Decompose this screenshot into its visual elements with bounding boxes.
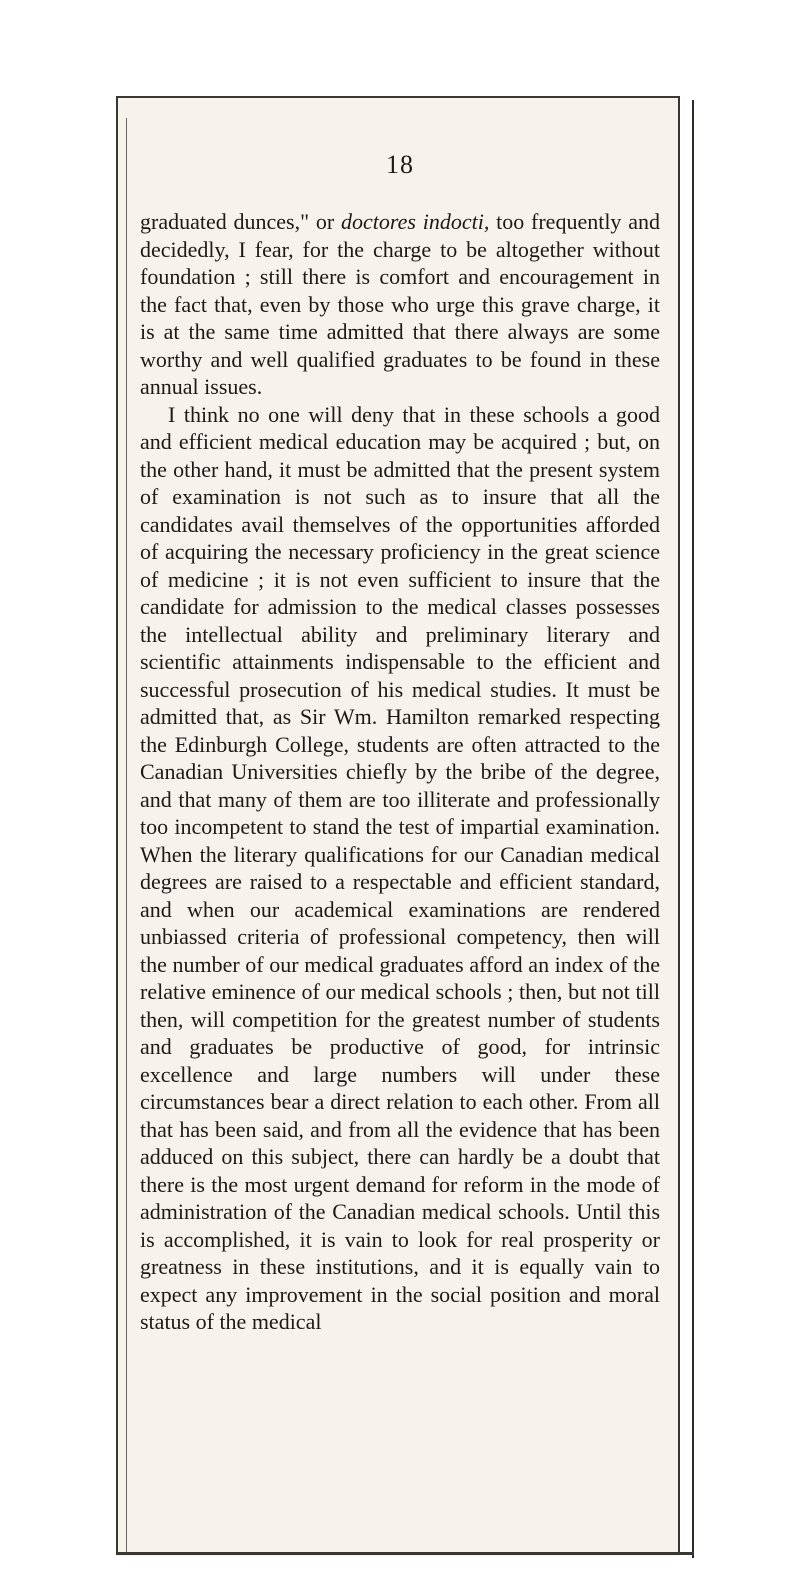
left-inner-border-rule: [126, 118, 127, 1554]
right-outer-border-rule: [692, 100, 694, 1558]
paragraph-continued: [140, 208, 660, 401]
right-border-rule: [678, 96, 680, 1554]
bottom-border-rule: [116, 1552, 694, 1555]
left-border-rule: [116, 96, 118, 1554]
body-text: [140, 208, 660, 1336]
latin-phrase: doctores indocti,: [341, 209, 490, 234]
paragraph-text-start: graduated dunces," or: [140, 209, 341, 234]
paragraph-text-end: too frequently and decidedly, I fear, for the charge to be altogether without foundation ; still there is comfort and encouragement in the fact that, even by those who urge this grave charge, it is at the same time admitted that there always are some worthy and well qualified graduates to be found in these annual issues.: [140, 209, 660, 399]
paragraph: I think no one will deny that in these schools a good and efficient medical education may be acquired ; but, on the other hand, it must be admitted that the present system of examination is not such as to insure that all the candidates avail themselves of the opportunities afforded of acquiring the necessary proficiency in the great science of medicine ; it is not even sufficient to insure that the candidate for admission to the medical classes possesses the intellectual ability and preliminary literary and scientific attainments indispensable to the efficient and successful prosecution of his medical studies. It must be admitted that, as Sir Wm. Hamilton remarked respecting the Edinburgh College, students are often attracted to the Canadian Universities chiefly by the bribe of the degree, and that many of them are too illiterate and professionally too incompetent to stand the test of impartial examination. When the literary qualifications for our Canadian medical degrees are raised to a respectable and efficient standard, and when our academical examinations are rendered unbiassed criteria of professional competency, then will the number of our medical graduates afford an index of the relative eminence of our medical schools ; then, but not till then, will competition for the greatest number of students and graduates be productive of good, for intrinsic excellence and large numbers will under these circumstances bear a direct relation to each other. From all that has been said, and from all the evidence that has been adduced on this subject, there can hardly be a doubt that there is the most urgent demand for reform in the mode of administration of the Canadian medical schools. Until this is accomplished, it is vain to look for real prosperity or greatness in these institutions, and it is equally vain to expect any improvement in the social position and moral status of the medical: [140, 401, 660, 1334]
page-number: 18: [386, 150, 414, 179]
